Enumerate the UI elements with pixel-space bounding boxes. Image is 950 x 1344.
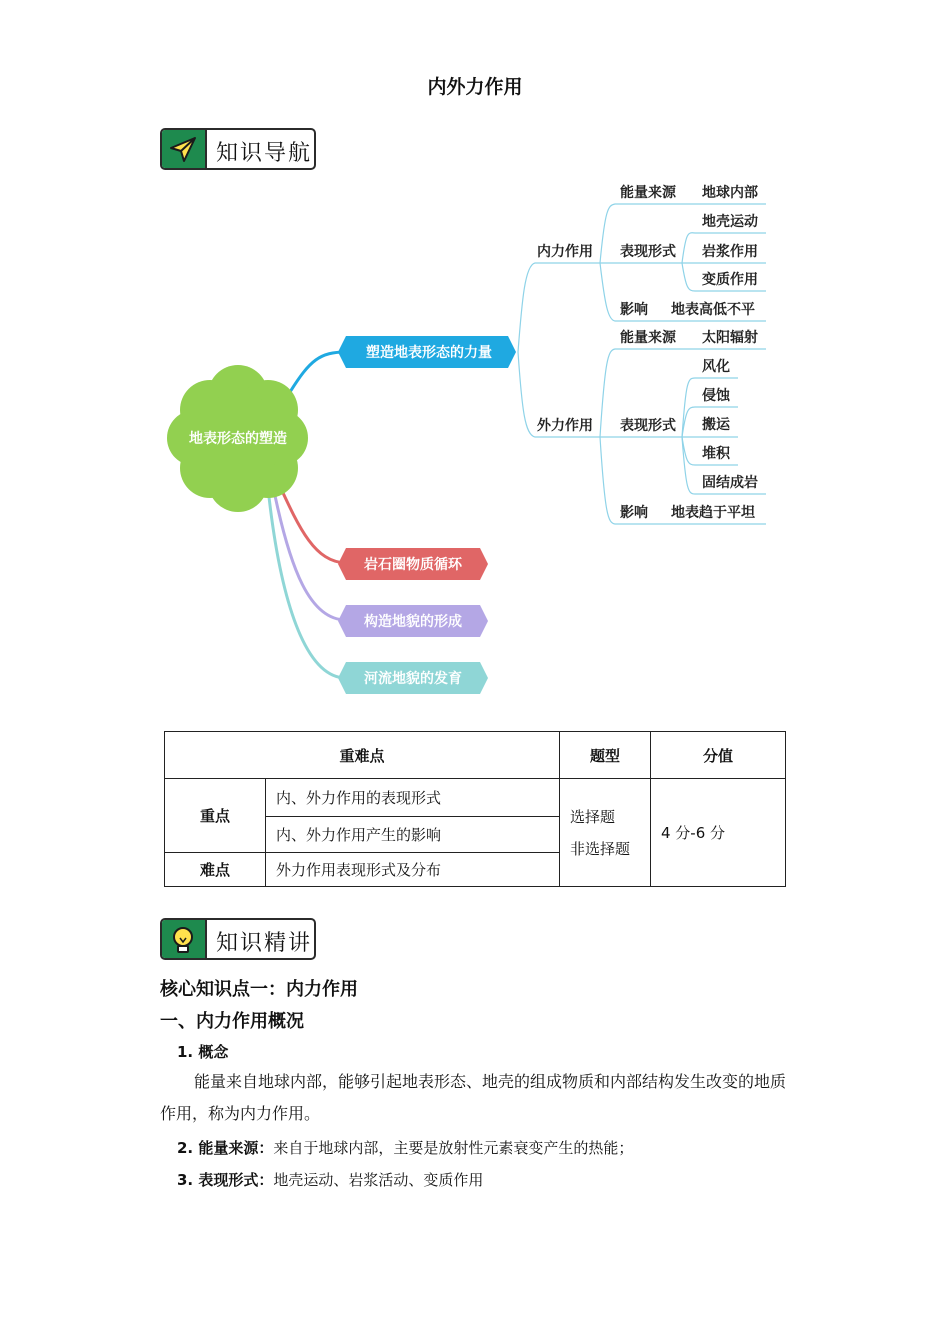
type-2: 非选择题 [570,839,631,858]
connector-force [290,352,346,392]
external-form-5: 固结成岩 [702,475,758,491]
key-points-table [164,731,786,887]
difficult-label: 难点 [165,853,266,887]
forms-title: 3. 表现形式： [177,1171,274,1189]
external-form-3: 搬运 [702,417,730,433]
root-node [167,365,308,512]
section-heading: 一、内力作用概况 [160,1011,304,1032]
page-title: 内外力作用 [427,76,523,98]
lightbulb-icon [162,920,207,958]
key-item-1: 内、外力作用的表现形式 [266,779,560,817]
concept-heading [177,1041,228,1062]
type-1: 选择题 [570,807,616,826]
header-keypoints: 重难点 [165,732,560,779]
internal-source-value: 地球内部 [702,185,758,201]
internal-source-label: 能量来源 [620,185,676,201]
root-label: 地表形态的塑造 [189,431,287,447]
concept-paragraph: 能量来自地球内部，能够引起地表形态、地壳的组成物质和内部结构发生改变的地质作用，称为内力作用。 [160,1072,787,1123]
paper-plane-icon [162,130,207,168]
banner-title: 知识导航 [216,141,313,166]
connector-structure [273,486,346,620]
internal-label: 内力作用 [537,244,593,260]
knowledge-nav-banner [160,128,316,170]
external-forms-label: 表现形式 [620,418,676,434]
branch-river-label: 河流地貌的发育 [364,671,462,687]
energy-source-line [177,1137,633,1158]
energy-source-title: 2. 能量来源： [177,1139,274,1157]
score-value: 4 分-6 分 [651,779,786,887]
external-form-1: 风化 [702,359,730,375]
difficult-item: 外力作用表现形式及分布 [266,853,560,887]
energy-source-text: 来自于地球内部，主要是放射性元素衰变产生的热能； [273,1139,634,1157]
forms-line [177,1169,483,1190]
external-form-4: 堆积 [702,446,730,462]
external-label: 外力作用 [537,418,593,434]
header-type: 题型 [560,732,651,779]
key-label: 重点 [165,779,266,853]
forms-text: 地壳运动、岩浆活动、变质作用 [273,1171,484,1189]
internal-forms-label: 表现形式 [620,244,676,260]
question-types [560,779,651,887]
branch-structure-label: 构造地貌的形成 [364,614,462,630]
branch-force-label: 塑造地表形态的力量 [366,345,492,361]
external-source-value: 太阳辐射 [702,330,758,346]
banner-title: 知识精讲 [216,931,313,956]
internal-effect-value: 地表高低不平 [671,302,755,318]
external-effect-value: 地表趋于平坦 [671,505,755,521]
mind-map [150,170,790,710]
internal-form-2: 岩浆作用 [702,244,758,260]
header-score: 分值 [651,732,786,779]
external-source-label: 能量来源 [620,330,676,346]
external-effect-label: 影响 [620,505,648,521]
branch-rock-label: 岩石圈物质循环 [364,557,462,573]
concept-title: 1. 概念 [177,1043,229,1061]
core-point-heading: 核心知识点一：内力作用 [160,979,358,1000]
internal-form-3: 变质作用 [702,272,758,288]
external-form-2: 侵蚀 [702,388,730,404]
key-item-2: 内、外力作用产生的影响 [266,817,560,853]
internal-effect-label: 影响 [620,302,648,318]
knowledge-lecture-banner [160,918,316,960]
internal-form-1: 地壳运动 [702,214,758,230]
